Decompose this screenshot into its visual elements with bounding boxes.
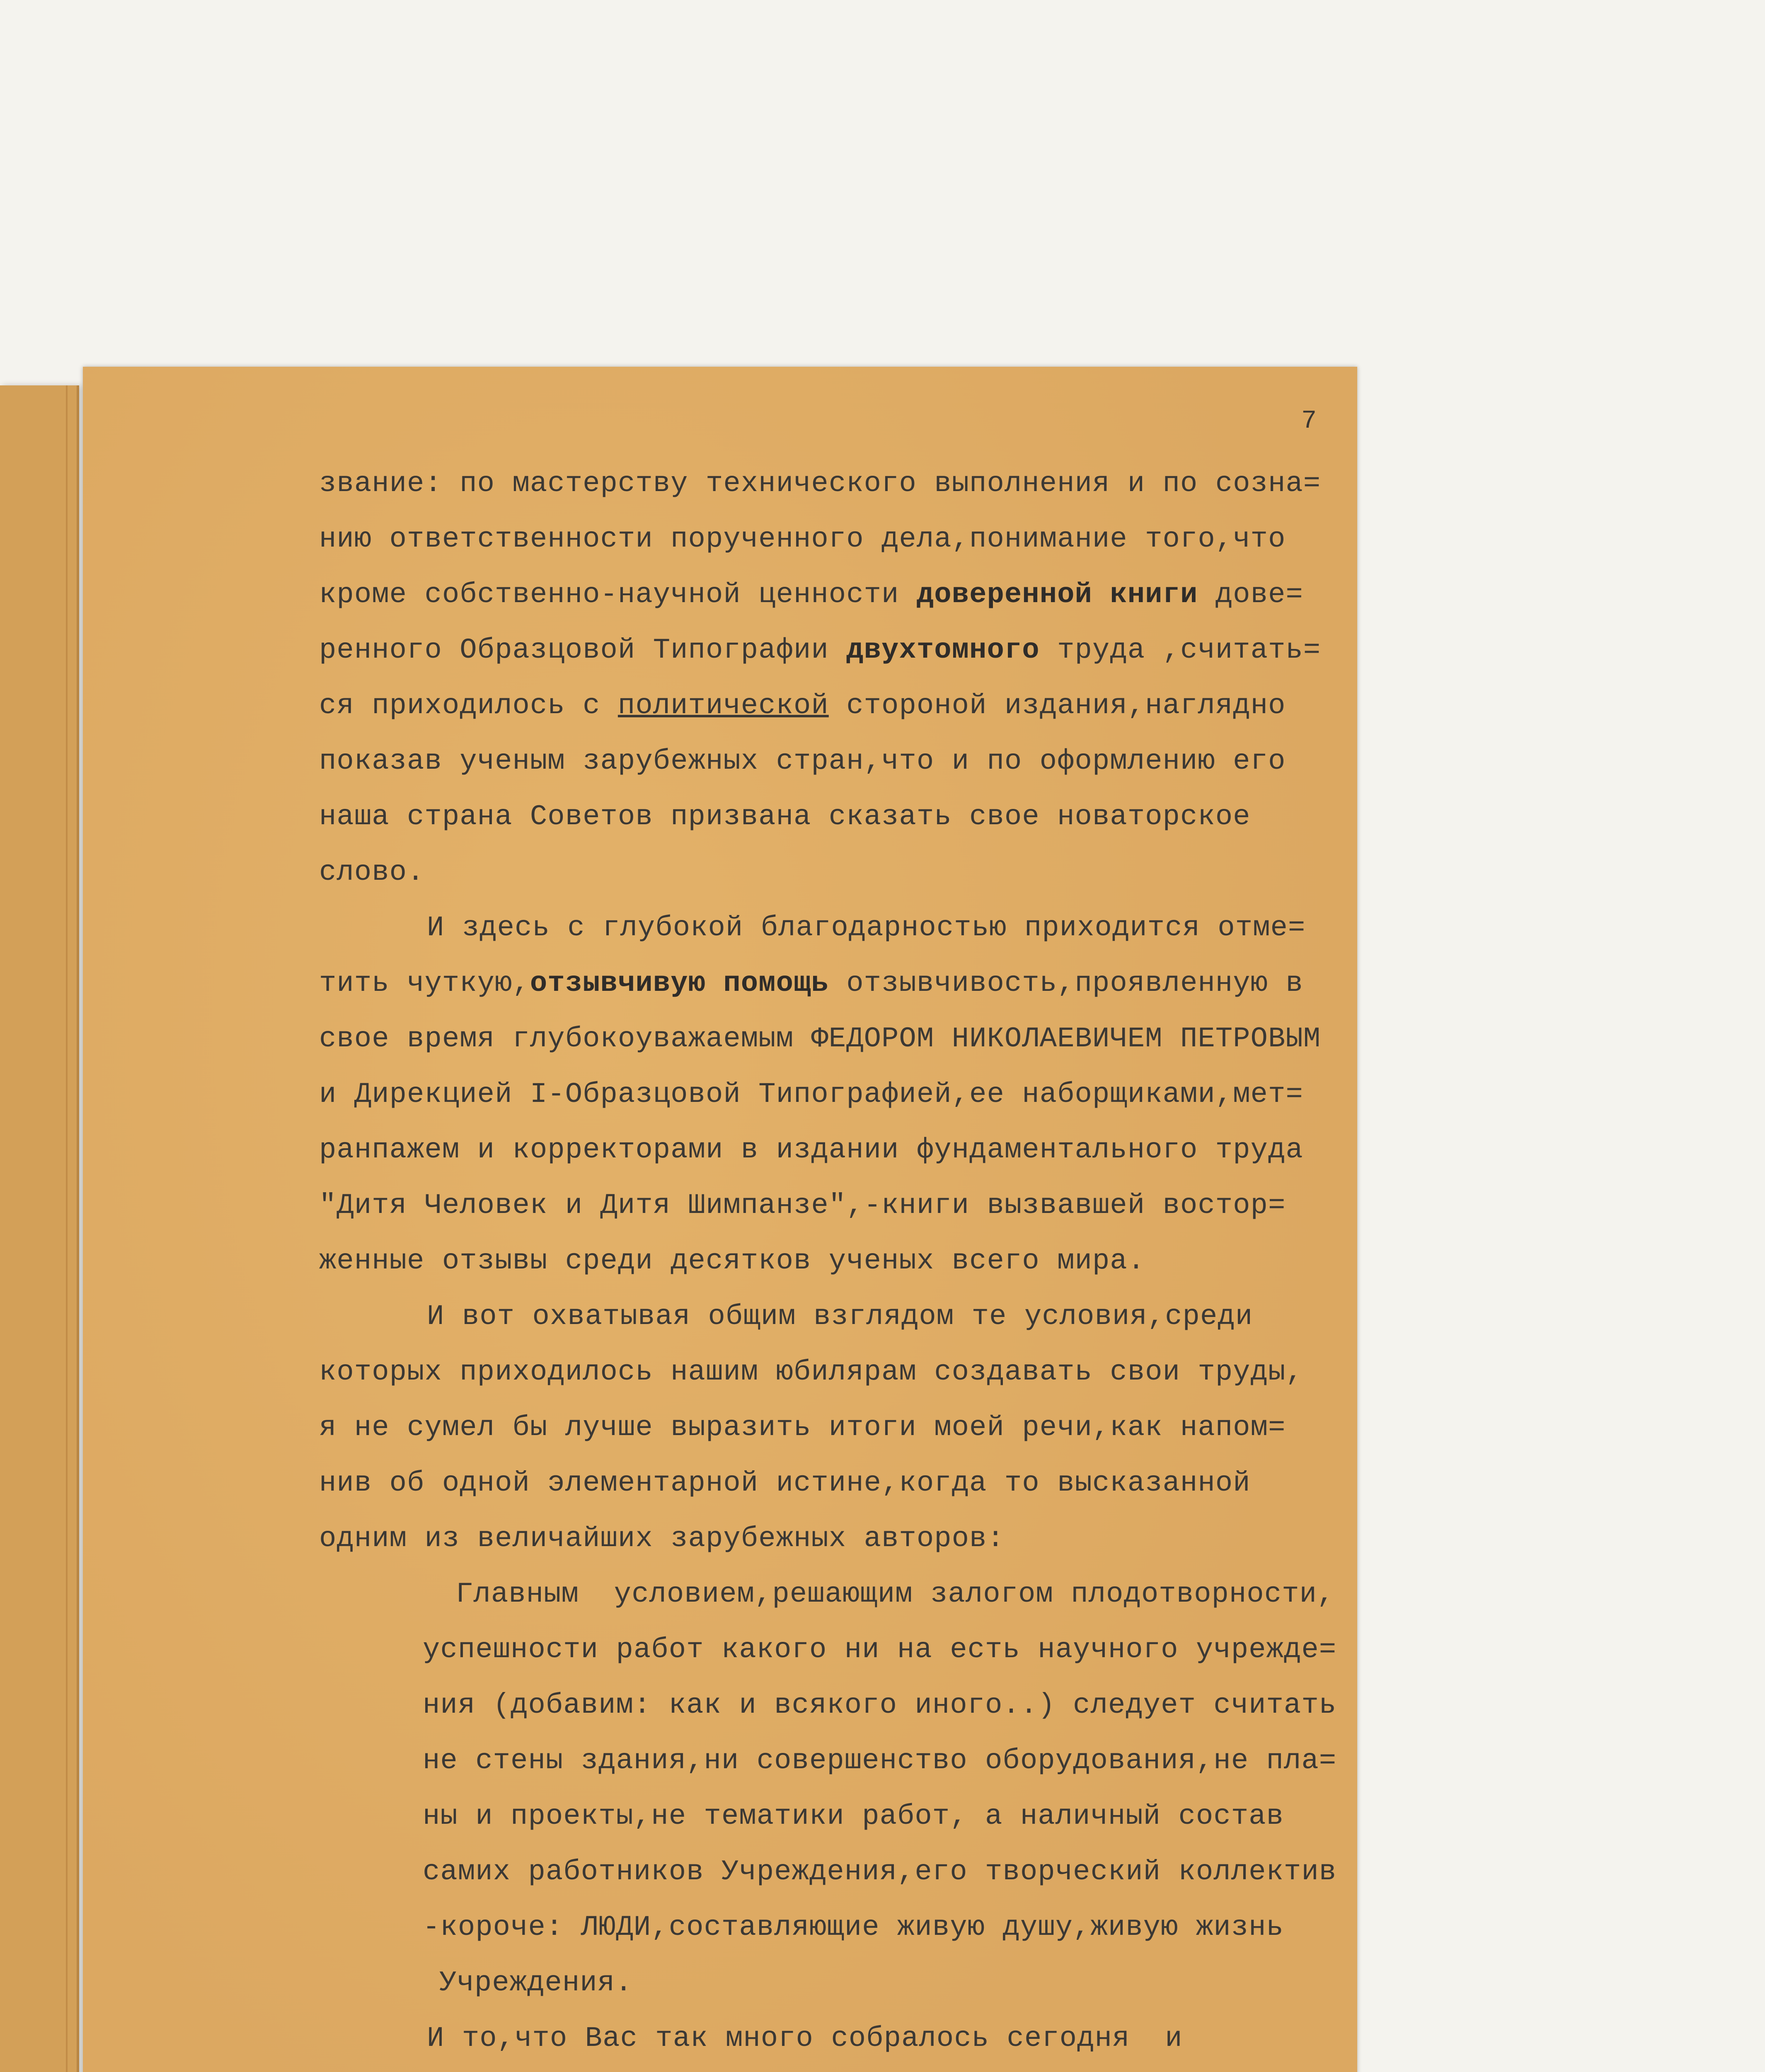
text-line bbox=[319, 678, 1380, 733]
typed-text-block bbox=[319, 456, 1380, 2066]
line-text-continued: дове= bbox=[1198, 579, 1303, 611]
overstruck-text: двухтомного bbox=[846, 634, 1040, 666]
line-text: которых приходилось нашим юбилярам создавать свои труды, bbox=[319, 1356, 1303, 1388]
line-text: "Дитя Человек и Дитя Шимпанзе",-книги вызвавшей востор= bbox=[319, 1189, 1286, 1222]
line-text: показав ученым зарубежных стран,что и по оформлению его bbox=[319, 745, 1286, 777]
text-line bbox=[319, 956, 1380, 1011]
line-text: ранпажем и корректорами в издании фундаментального труда bbox=[319, 1134, 1303, 1166]
text-line bbox=[319, 845, 1380, 900]
line-text: И вот охватывая общим взглядом те условия,среди bbox=[427, 1300, 1253, 1333]
line-text: наша страна Советов призвана сказать свое новаторское bbox=[319, 801, 1251, 833]
text-line bbox=[319, 1511, 1380, 1566]
line-text: ся приходилось с bbox=[319, 690, 618, 722]
text-line bbox=[319, 567, 1380, 622]
text-line bbox=[319, 1677, 1380, 1733]
overstruck-text: доверенной книги bbox=[916, 579, 1198, 611]
line-text: нив об одной элементарной истине,когда то высказанной bbox=[319, 1467, 1251, 1499]
overstruck-text: отзывчивую помощь bbox=[530, 967, 829, 1000]
text-line bbox=[319, 1455, 1380, 1511]
line-text: Главным условием,решающим залогом плодотворности, bbox=[456, 1578, 1335, 1610]
line-text: успешности работ какого ни на есть научного учрежде= bbox=[423, 1634, 1337, 1666]
text-line bbox=[319, 456, 1380, 511]
text-line bbox=[319, 1122, 1380, 1178]
text-line bbox=[319, 2011, 1380, 2066]
text-line bbox=[319, 1344, 1380, 1400]
text-line bbox=[319, 1178, 1380, 1233]
text-line bbox=[319, 1900, 1380, 1955]
line-text-continued: труда ,считать= bbox=[1039, 634, 1321, 666]
text-line bbox=[319, 1400, 1380, 1455]
text-line bbox=[319, 1733, 1380, 1789]
text-line bbox=[319, 511, 1380, 567]
text-line bbox=[319, 1844, 1380, 1900]
line-text: тить чуткую, bbox=[319, 967, 530, 1000]
text-line bbox=[319, 1233, 1380, 1289]
line-text: самих работников Учреждения,его творческий коллектив bbox=[423, 1856, 1337, 1888]
text-line bbox=[319, 1011, 1380, 1067]
line-text: ния (добавим: как и всякого иного..) следует считать bbox=[423, 1689, 1337, 1721]
underlined-word: политической bbox=[617, 690, 829, 722]
text-line bbox=[319, 622, 1380, 678]
line-text-continued: стороной издания,наглядно bbox=[828, 690, 1286, 722]
text-line bbox=[319, 1789, 1380, 1844]
underlying-sheet-edge bbox=[0, 385, 79, 2072]
line-text: -короче: ЛЮДИ,составляющие живую душу,живую жизнь bbox=[423, 1911, 1284, 1944]
text-line bbox=[319, 733, 1380, 789]
text-line bbox=[319, 789, 1380, 845]
line-text: звание: по мастерству технического выполнения и по созна= bbox=[319, 467, 1321, 500]
text-line bbox=[319, 1622, 1380, 1677]
line-text: одним из величайших зарубежных авторов: bbox=[319, 1523, 1005, 1555]
line-text-continued: отзывчивость,проявленную в bbox=[828, 967, 1303, 1000]
text-line bbox=[319, 1955, 1380, 2011]
line-text: и Дирекцией I-Образцовой Типографией,ее наборщиками,мет= bbox=[319, 1078, 1303, 1111]
line-text: ны и проекты,не тематики работ, а наличный состав bbox=[423, 1800, 1284, 1832]
line-text: Учреждения. bbox=[439, 1967, 633, 1999]
text-line bbox=[319, 1289, 1380, 1344]
line-text: я не сумел бы лучше выразить итоги моей речи,как напом= bbox=[319, 1411, 1286, 1444]
line-text: слово. bbox=[319, 856, 425, 888]
text-line bbox=[319, 1067, 1380, 1122]
text-line bbox=[319, 1566, 1380, 1622]
line-text: свое время глубокоуважаемым ФЕДОРОМ НИКОЛАЕВИЧЕМ ПЕТРОВЫМ bbox=[319, 1023, 1321, 1055]
line-text: И здесь с глубокой благодарностью приходится отме= bbox=[427, 912, 1306, 944]
line-text: не стены здания,ни совершенство оборудования,не пла= bbox=[423, 1745, 1337, 1777]
line-text: нию ответственности порученного дела,понимание того,что bbox=[319, 523, 1286, 555]
line-text: кроме собственно-научной ценности bbox=[319, 579, 917, 611]
page-number: 7 bbox=[1301, 406, 1317, 436]
line-text: женные отзывы среди десятков ученых всего мира. bbox=[319, 1245, 1145, 1277]
line-text: ренного Образцовой Типографии bbox=[319, 634, 847, 666]
text-line bbox=[319, 900, 1380, 956]
line-text: И то,что Вас так много собралось сегодня и bbox=[427, 2022, 1183, 2055]
